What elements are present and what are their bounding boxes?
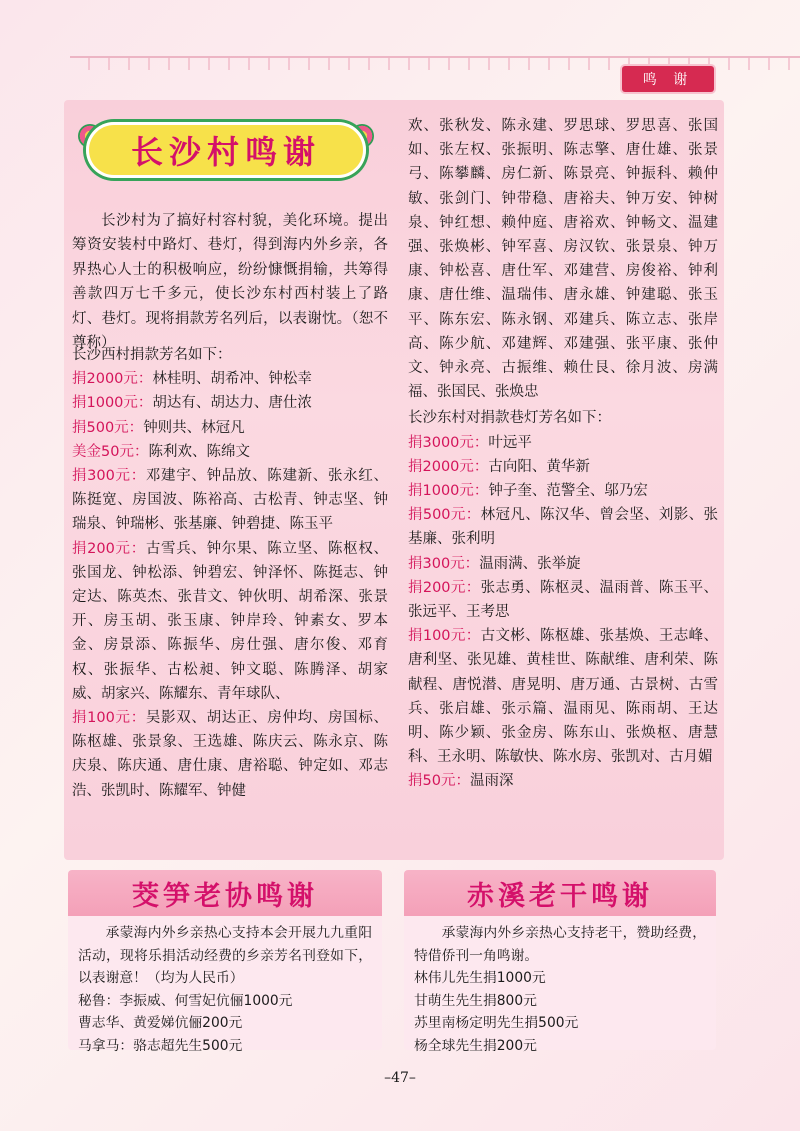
jiaosun-elder-thanks-box: [68, 870, 382, 1054]
donation-amount: 捐300元：: [72, 468, 146, 485]
donation-amount: 捐100元：: [408, 628, 481, 645]
donation-amount: 捐300元：: [408, 555, 480, 572]
donation-amount: 捐100元：: [72, 710, 146, 727]
donation-amount: 捐500元：: [72, 419, 144, 436]
donor-names: 古文彬、陈枢雄、张基焕、王志峰、唐利坚、张见雄、黄桂世、陈献维、唐利荣、陈献程、唐悦潜、唐晃明、唐万通、古景树、古雪兵、张启雄、张示篇、温雨见、陈雨胡、王达明、陈少颖、张金房、陈东山、张焕枢、唐慧科、王永明、陈敏快、陈水房、张凯对、古月媚: [408, 628, 719, 766]
donation-amount: 捐2000元：: [408, 458, 489, 475]
donor-names: 温雨深: [469, 773, 514, 790]
box-title: 茭笋老协鸣谢: [68, 870, 382, 916]
donor-line: 杨全球先生捐200元: [414, 1037, 537, 1054]
donor-line: 甘萌生先生捐800元: [414, 992, 537, 1009]
donor-line: 秘鲁：李振威、何雪妃伉俪1000元: [78, 992, 293, 1009]
donor-names: 温雨满、张举旋: [479, 555, 581, 572]
page-number: –47–: [384, 1070, 416, 1086]
donor-names: 钟子奎、范警全、邬乃宏: [488, 483, 648, 500]
section-tab: 鸣 谢: [622, 66, 714, 92]
donor-line: 马拿马：骆志超先生500元: [78, 1037, 243, 1054]
box-title: 赤溪老干鸣谢: [404, 870, 716, 916]
box-intro: 承蒙海内外乡亲热心支持老干，赞助经费，特借侨刊一角鸣谢。: [414, 925, 706, 964]
donor-names: 胡达有、胡达力、唐仕浓: [152, 395, 312, 412]
donor-names: 张志勇、陈枢灵、温雨普、陈玉平、张远平、王考思: [408, 579, 719, 621]
box-intro: 承蒙海内外乡亲热心支持本会开展九九重阳活动，现将乐捐活动经费的乡亲芳名刊登如下，以表谢意！（均为人民币）: [78, 925, 372, 986]
donation-amount: 美金50元：: [72, 443, 149, 460]
article-intro: 长沙村为了搞好村容村貌，美化环境。提出筹资安装村中路灯、巷灯，得到海内外乡亲，各界热心人士的积极响应，纷纷慷慨捐输，共筹得善款四万七千多元，使长沙东村西村装上了路灯、巷灯。现将捐款芳名列后，以表谢忱。（恕不尊称）: [72, 212, 388, 351]
donor-line: 曹志华、黄爱娣伉俪200元: [78, 1015, 243, 1031]
donor-names: 邓建宇、钟品放、陈建新、张永红、陈挺宽、房国波、陈裕高、古松青、钟志坚、钟瑞泉、钟瑞彬、张基廉、钟碧捷、陈玉平: [72, 468, 388, 533]
donor-line: 林伟儿先生捐1000元: [414, 970, 546, 986]
donor-names: 古雪兵、钟尔果、陈立坚、陈枢权、张国龙、钟松添、钟碧宏、钟泽怀、陈挺志、钟定达、陈英杰、张昔文、钟伙明、胡希深、张景开、房玉胡、张玉康、钟岸玲、钟素女、罗本金、房景添、陈振华、房仕强、唐尔俊、邓育权、张振华、古松昶、钟文聪、陈腾泽、胡家威、胡家兴、陈耀东、青年球队、: [72, 540, 388, 702]
donation-amount: 捐200元：: [72, 540, 146, 557]
donor-names: 钟则共、林冠凡: [143, 419, 245, 436]
donor-names: 古向阳、黄华新: [488, 458, 590, 475]
main-panel: [64, 100, 724, 860]
donor-line: 苏里南杨定明先生捐500元: [414, 1015, 579, 1031]
west-heading: 长沙西村捐款芳名如下：: [72, 347, 232, 363]
donation-amount: 捐2000元：: [72, 371, 153, 388]
right-column: [408, 114, 718, 794]
donor-names: 叶远平: [488, 434, 532, 451]
donation-amount: 捐200元：: [408, 579, 481, 596]
donor-names: 林冠凡、陈汉华、曾会坚、刘影、张基廉、张利明: [408, 507, 719, 548]
donor-names: 吴影双、胡达正、房仲均、房国标、陈枢雄、张景象、王选雄、陈庆云、陈永京、陈庆泉、陈庆通、唐仕康、唐裕聪、钟定如、邓志浩、张凯时、陈耀军、钟健: [72, 710, 388, 799]
east-heading: 长沙东村对捐款巷灯芳名如下：: [408, 410, 611, 427]
donation-amount: 捐1000元：: [72, 395, 153, 412]
west-donor-list: [72, 343, 388, 803]
donation-amount: 捐500元：: [408, 507, 481, 524]
donation-amount: 捐3000元：: [408, 434, 489, 451]
donor-names-continued: 欢、张秋发、陈永建、罗思球、罗思喜、张国如、张左权、张振明、陈志擎、唐仕雄、张景弓、陈攀麟、房仁新、陈景亮、钟振科、赖仲敏、张剑门、钟带稳、唐裕夫、钟万安、钟树泉、钟红想、赖仲庭、唐裕欢、钟畅文、温建强、张焕彬、钟军喜、房汉钦、张景泉、钟万康、钟松喜、唐仕军、邓建营、房俊裕、钟利康、唐仕维、温瑞伟、唐永雄、钟建聪、张玉平、陈东宏、陈永钢、邓建兵、陈立志、张岸高、陈少航、邓建辉、邓建强、张平康、张仲文、钟永亮、古振维、赖仕艮、徐月波、房满福、张国民、张焕忠: [408, 118, 718, 401]
donation-amount: 捐1000元：: [408, 483, 489, 500]
donor-names: 林桂明、胡希冲、钟松幸: [152, 371, 312, 388]
article-title: 长沙村鸣谢: [86, 122, 366, 178]
donation-amount: 捐50元：: [408, 773, 470, 790]
donor-names: 陈利欢、陈绵文: [148, 443, 250, 460]
chixi-cadre-thanks-box: [404, 870, 716, 1054]
